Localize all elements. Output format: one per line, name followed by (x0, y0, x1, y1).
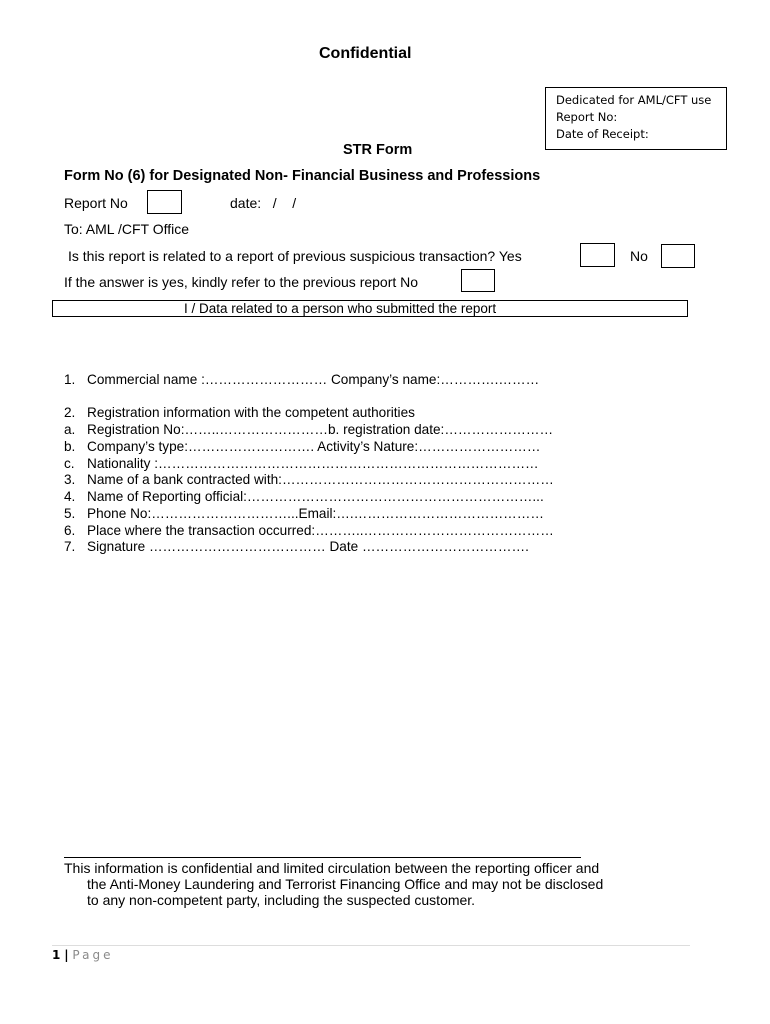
refer-previous-label: If the answer is yes, kindly refer to the previous report No (64, 274, 419, 290)
item-text: Company’s type:………………………. Activity’s Nature:……………………… (87, 439, 541, 454)
footnote-separator (64, 857, 581, 858)
list-item (64, 539, 529, 554)
list-item (64, 456, 539, 471)
previous-report-question: Is this report is related to a report of previous suspicious transaction? Yes (68, 248, 522, 264)
item-text: Place where the transaction occurred:………..…………………………………… (87, 523, 554, 538)
aml-use-box (545, 87, 727, 150)
form-subtitle: Form No (6) for Designated Non- Financial Business and Professions (64, 168, 541, 184)
receipt-date-label: Date of Receipt: (556, 127, 649, 141)
item-text: Signature ………………………………… Date ………………………………. (87, 539, 529, 554)
footnote-line-3: to any non-competent party, including the suspected customer. (87, 892, 476, 908)
item-text: Commercial name :……………………… Company’s name:………….……… (87, 372, 540, 387)
section-header (52, 300, 688, 317)
list-item (64, 506, 544, 521)
form-name: STR Form (343, 142, 413, 158)
list-item (64, 422, 553, 437)
aml-use-label: Dedicated for AML/CFT use (556, 93, 712, 107)
confidentiality-footnote (64, 860, 603, 908)
item-number: 1. (64, 372, 76, 387)
no-label: No (630, 248, 648, 264)
list-item (64, 472, 554, 487)
receipt-report-no-label: Report No: (556, 110, 618, 124)
document-title: Confidential (319, 45, 412, 62)
item-text: Registration No:……..……………………b. registration date:…………………… (87, 422, 554, 437)
report-no-input[interactable] (147, 190, 182, 214)
item-text: Phone No:…………………………...Email:….…………………………………… (87, 506, 544, 521)
item-number: 6. (64, 523, 76, 538)
item-number: 7. (64, 539, 76, 554)
yes-checkbox[interactable] (580, 243, 615, 267)
section-title: I / Data related to a person who submitted the report (184, 301, 497, 316)
item-number: 3. (64, 472, 76, 487)
recipient-label: To: AML /CFT Office (64, 221, 190, 237)
page-footer-divider (52, 945, 690, 946)
list-item (64, 405, 415, 420)
item-text: Name of a bank contracted with:…………………………………………………… (87, 472, 554, 487)
page-number (52, 948, 113, 962)
item-text: Name of Reporting official:………………………………………………………... (87, 489, 544, 504)
item-number: c. (64, 456, 75, 471)
date-label: date: / / (230, 195, 297, 211)
footnote-line-2: the Anti-Money Laundering and Terrorist Financing Office and may not be disclosed (87, 876, 604, 892)
item-number: b. (64, 439, 76, 454)
item-number: 5. (64, 506, 76, 521)
page-number-value: 1 (52, 948, 61, 962)
list-item (64, 439, 540, 454)
item-number: 4. (64, 489, 76, 504)
item-number: 2. (64, 405, 76, 420)
list-item (64, 489, 544, 504)
no-checkbox[interactable] (661, 244, 695, 268)
item-text: Registration information with the competent authorities (87, 405, 415, 420)
item-text: Nationality :………………………………………………………………………… (87, 456, 539, 471)
page-label: Page (72, 948, 114, 962)
list-item (64, 523, 554, 538)
footnote-line-1: This information is confidential and limited circulation between the reporting officer and (64, 860, 600, 876)
list-item (64, 372, 539, 387)
report-no-label: Report No (64, 195, 128, 211)
page-number-separator: | (64, 948, 69, 962)
item-number: a. (64, 422, 76, 437)
previous-report-no-input[interactable] (461, 269, 495, 292)
